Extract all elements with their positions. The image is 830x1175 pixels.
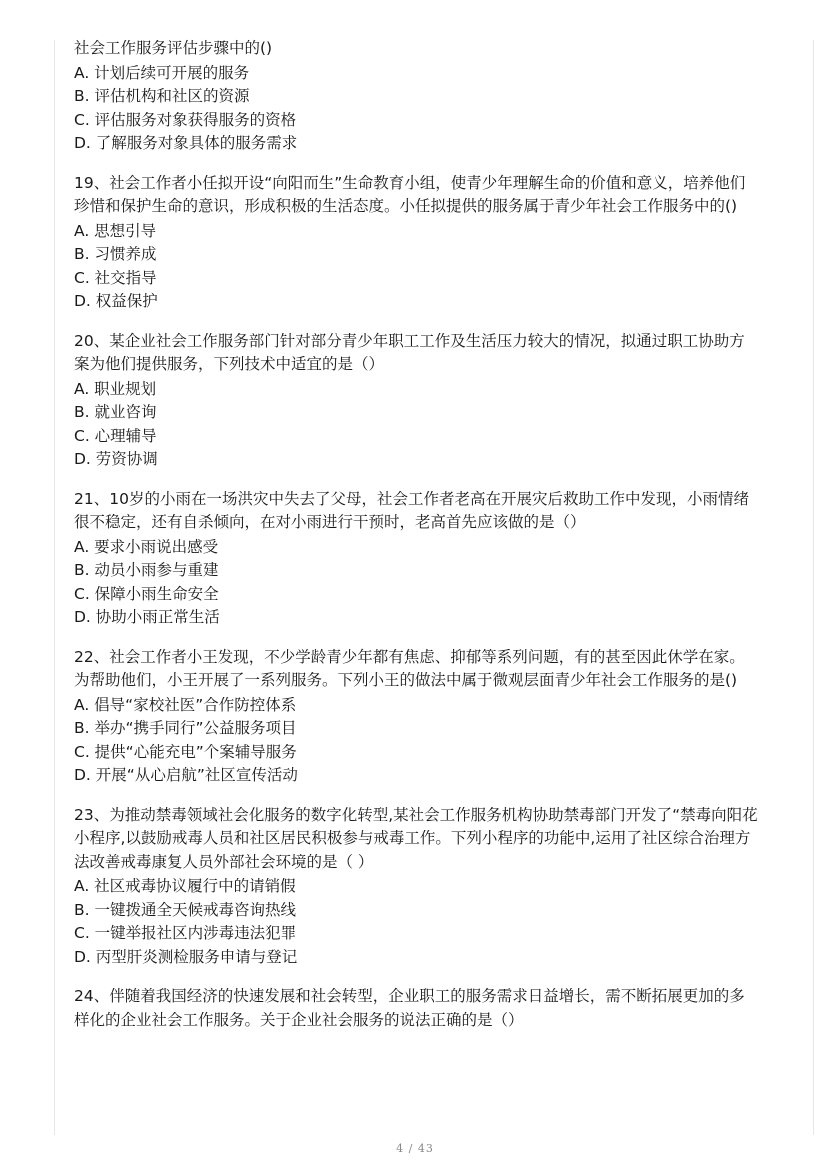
question-19	[74, 172, 760, 314]
option-b: B. 习惯养成	[74, 245, 157, 263]
question-23	[74, 804, 760, 970]
option-a: A. 社区戒毒协议履行中的请销假	[74, 877, 296, 895]
question-18-continued	[74, 37, 760, 156]
option-d: D. 丙型肝炎测检服务申请与登记	[74, 947, 298, 966]
option-c: C. 保障小雨生命安全	[74, 584, 219, 603]
question-21	[74, 488, 760, 630]
option-a: A. 职业规划	[74, 379, 157, 398]
question-stem: 23、为推动禁毒领域社会化服务的数字化转型,某社会工作服务机构协助禁毒部门开发了“禁毒向阳花小程序,以鼓励戒毒人员和社区居民积极参与戒毒工作。下列小程序的功能中,运用了社区综合治理方法改善戒毒康复人员外部社会环境的是（ ）	[74, 805, 758, 871]
question-stem: 20、某企业社会工作服务部门针对部分青少年职工工作及生活压力较大的情况，拟通过职工协助方案为他们提供服务，下列技术中适宜的是（）	[74, 331, 745, 373]
option-d: D. 了解服务对象具体的服务需求	[74, 134, 298, 152]
question-stem: 24、伴随着我国经济的快速发展和社会转型，企业职工的服务需求日益增长，需不断拓展更加的多样化的企业社会工作服务。关于企业社会服务的说法正确的是（）	[74, 987, 745, 1029]
question-stem: 19、社会工作者小任拟开设“向阳而生”生命教育小组，使青少年理解生命的价值和意义，培养他们珍惜和保护生命的意识，形成积极的生活态度。小任拟提供的服务属于青少年社会工作服务中的()	[74, 173, 746, 215]
option-b: B. 一键拨通全天候戒毒咨询热线	[74, 900, 296, 919]
question-stem: 社会工作服务评估步骤中的()	[74, 39, 273, 57]
option-d: D. 权益保护	[74, 292, 158, 310]
option-c: C. 提供“心能充电”个案辅导服务	[74, 742, 297, 761]
option-c: C. 心理辅导	[74, 426, 157, 445]
question-stem: 21、10岁的小雨在一场洪灾中失去了父母，社会工作者老高在开展灾后救助工作中发现，小雨情绪很不稳定，还有自杀倾向，在对小雨进行干预时，老高首先应该做的是（）	[74, 489, 749, 531]
option-c: C. 评估服务对象获得服务的资格	[74, 110, 297, 129]
question-24	[74, 985, 760, 1032]
option-b: B. 举办“携手同行”公益服务项目	[74, 719, 297, 737]
question-20	[74, 330, 760, 472]
option-c: C. 一键举报社区内涉毒违法犯罪	[74, 924, 297, 942]
option-d: D. 劳资协调	[74, 450, 158, 468]
option-a: A. 要求小雨说出感受	[74, 537, 219, 556]
option-d: D. 开展“从心启航”社区宣传活动	[74, 766, 298, 784]
option-a: A. 倡导“家校社医”合作防控体系	[74, 695, 297, 714]
question-stem: 22、社会工作者小王发现，不少学龄青少年都有焦虑、抑郁等系列问题，有的甚至因此休学在家。为帮助他们，小王开展了一系列服务。下列小王的做法中属于微观层面青少年社会工作服务的是()	[74, 647, 745, 689]
question-22	[74, 646, 760, 788]
option-a: A. 计划后续可开展的服务	[74, 63, 250, 82]
option-a: A. 思想引导	[74, 221, 157, 240]
question-list	[74, 37, 760, 1048]
page-number: 4 / 43	[396, 1142, 434, 1155]
option-b: B. 就业咨询	[74, 403, 157, 421]
option-b: B. 评估机构和社区的资源	[74, 87, 250, 105]
option-c: C. 社交指导	[74, 268, 157, 287]
right-margin-line	[813, 40, 814, 1135]
option-b: B. 动员小雨参与重建	[74, 561, 219, 579]
left-margin-line	[54, 40, 55, 1135]
option-d: D. 协助小雨正常生活	[74, 608, 220, 626]
